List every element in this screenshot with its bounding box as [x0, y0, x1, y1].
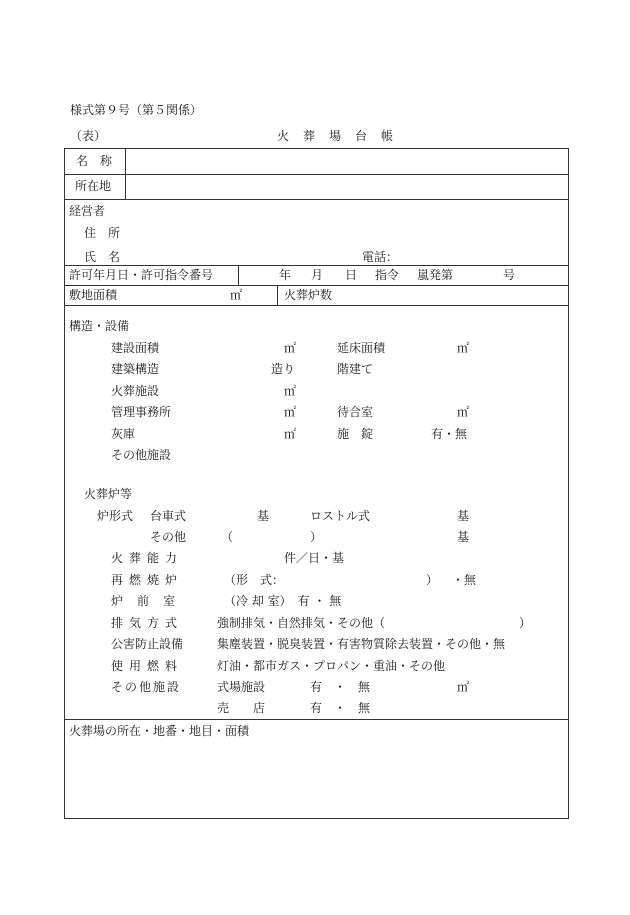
reburn-none[interactable]: ・無 — [452, 573, 477, 587]
stories-label: 階建て — [337, 362, 374, 376]
furnace-heading: 火葬炉等 — [84, 487, 133, 501]
site-area-unit: ㎡ — [230, 288, 243, 302]
lock-label: 施 錠 — [337, 427, 374, 441]
building-area-unit: ㎡ — [284, 341, 297, 355]
side-label: （表） — [70, 129, 107, 143]
floor-area-label: 延床面積 — [337, 341, 386, 355]
form-title: 火 葬 場 台 帳 — [277, 129, 395, 143]
waiting-room-label: 待合室 — [337, 405, 374, 419]
office-unit: ㎡ — [284, 405, 297, 419]
operator-heading: 経営者 — [69, 204, 106, 218]
shop-value[interactable]: 有 ・ 無 — [310, 701, 371, 715]
ash-storage-unit: ㎡ — [284, 427, 297, 441]
other-facilities-furnace-label: その他施設 — [111, 680, 182, 694]
lock-value[interactable]: 有・無 — [431, 427, 468, 441]
other-type-close: ） — [310, 530, 323, 544]
permit-year: 年 — [279, 268, 292, 282]
other-facilities-label: その他施設 — [111, 448, 172, 462]
structure-heading: 構造・設備 — [69, 319, 130, 333]
construction-label: 建築構造 — [111, 362, 160, 376]
pollution-label: 公害防止設備 — [111, 637, 184, 651]
name-label: 名 称 — [76, 154, 113, 168]
exhaust-label: 排気方式 — [111, 616, 184, 630]
cart-type-label: 台車式 — [150, 509, 187, 523]
grate-type-label: ロストル式 — [310, 509, 371, 523]
fuel-value[interactable]: 灯油・都市ガス・プロパン・重油・その他 — [217, 659, 446, 673]
capacity-value: 件／日・基 — [284, 551, 345, 565]
ceremony-hall-label: 式場施設 — [217, 680, 266, 694]
form-number: 様式第９号（第５関係） — [70, 103, 203, 117]
reburn-label: 再燃焼炉 — [111, 573, 184, 587]
operator-address-label: 住 所 — [84, 226, 121, 240]
permit-month: 月 — [311, 268, 324, 282]
furnace-type-label: 炉形式 — [97, 509, 134, 523]
building-area-label: 建設面積 — [111, 341, 160, 355]
exhaust-close: ） — [519, 616, 532, 630]
location-label: 所在地 — [75, 179, 112, 193]
permit-number-suffix: 号 — [503, 268, 516, 282]
permit-prefix: 嵐発第 — [417, 268, 454, 282]
other-type-unit: 基 — [457, 530, 470, 544]
permit-label: 許可年月日・許可指令番号 — [69, 268, 214, 282]
reburn-close: ） — [426, 573, 439, 587]
pollution-value[interactable]: 集塵装置・脱臭装置・有害物質除去装置・その他・無 — [217, 637, 506, 651]
antechamber-label: 炉前室 — [111, 594, 190, 608]
cart-type-unit: 基 — [257, 509, 270, 523]
cremation-facility-label: 火葬施設 — [111, 384, 160, 398]
construction-unit: 造り — [271, 362, 296, 376]
other-type-open: （ — [221, 530, 234, 544]
reburn-value: （形 式： — [224, 573, 285, 587]
office-label: 管理事務所 — [111, 405, 172, 419]
site-area-label: 敷地面積 — [69, 288, 118, 302]
ceremony-hall-value[interactable]: 有 ・ 無 — [310, 680, 371, 694]
ash-storage-label: 灰庫 — [111, 427, 136, 441]
exhaust-value[interactable]: 強制排気・自然排気・その他（ — [217, 616, 386, 630]
permit-directive: 指令 — [375, 268, 400, 282]
ceremony-hall-unit: ㎡ — [457, 680, 470, 694]
furnace-count-label: 火葬炉数 — [284, 288, 333, 302]
waiting-room-unit: ㎡ — [457, 405, 470, 419]
antechamber-value[interactable]: （冷 却 室） 有 ・ 無 — [224, 594, 342, 608]
shop-label: 売 店 — [217, 701, 266, 715]
permit-day: 日 — [345, 268, 358, 282]
capacity-label: 火葬能力 — [111, 551, 184, 565]
operator-phone-label: 電話： — [362, 250, 399, 264]
fuel-label: 使用燃料 — [111, 659, 184, 673]
grate-type-unit: 基 — [457, 509, 470, 523]
floor-area-unit: ㎡ — [457, 341, 470, 355]
operator-name-label: 氏 名 — [84, 250, 121, 264]
other-type-label: その他 — [150, 530, 187, 544]
location-footer-label: 火葬場の所在・地番・地目・面積 — [69, 724, 250, 738]
cremation-facility-unit: ㎡ — [284, 384, 297, 398]
